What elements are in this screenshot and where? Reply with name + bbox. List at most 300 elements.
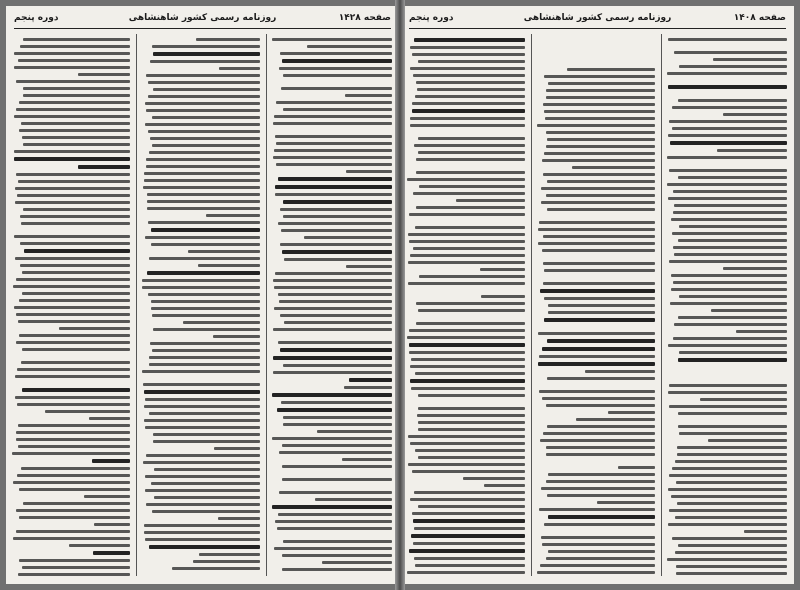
body-text-line <box>410 46 525 49</box>
body-text-line <box>281 87 392 90</box>
body-text-line <box>419 275 525 278</box>
body-text-line <box>273 122 392 125</box>
body-text-line <box>543 103 655 106</box>
body-text-line <box>12 452 130 455</box>
body-text-line <box>547 180 655 183</box>
body-text-line <box>543 235 655 238</box>
body-text-line <box>17 403 130 406</box>
right-page-header <box>409 12 786 29</box>
body-text-line <box>711 309 787 312</box>
body-text-line <box>409 213 525 216</box>
body-text-line <box>142 286 260 289</box>
body-text-line <box>281 401 392 404</box>
body-text-line <box>13 481 130 484</box>
left-page-column-3 <box>272 34 392 578</box>
body-text-line <box>19 299 130 302</box>
heading-text-line <box>272 505 392 509</box>
body-text-line <box>20 242 130 245</box>
body-text-line <box>543 173 655 176</box>
body-text-line <box>480 268 525 271</box>
body-text-line <box>183 321 260 324</box>
body-text-line <box>668 38 787 41</box>
body-text-line <box>23 208 130 211</box>
body-text-line <box>214 447 260 450</box>
body-text-line <box>15 187 130 190</box>
body-text-line <box>674 253 787 256</box>
body-text-line <box>677 453 787 456</box>
body-text-line <box>410 498 525 501</box>
body-text-line <box>678 239 787 242</box>
right-page-column-3 <box>667 34 787 578</box>
body-text-line <box>708 439 787 442</box>
body-text-line <box>16 80 130 83</box>
heading-text-line <box>414 38 525 42</box>
body-text-line <box>673 337 787 340</box>
body-text-line <box>22 292 130 295</box>
right-page-number: صفحه ۱۴۰۸ <box>733 13 786 23</box>
heading-text-line <box>275 185 392 189</box>
body-text-line <box>144 531 260 534</box>
body-text-line <box>481 295 525 298</box>
body-text-line <box>274 115 392 118</box>
body-text-line <box>668 391 787 394</box>
body-text-line <box>94 523 130 526</box>
paragraph-gap <box>407 285 525 291</box>
body-text-line <box>278 341 392 344</box>
body-text-line <box>277 527 392 530</box>
body-text-line <box>723 113 787 116</box>
right-page-column-1 <box>407 34 525 578</box>
body-text-line <box>188 250 260 253</box>
body-text-line <box>547 377 655 380</box>
body-text-line <box>274 149 392 152</box>
body-text-line <box>18 320 130 323</box>
body-text-line <box>418 394 525 397</box>
body-text-line <box>16 530 130 533</box>
body-text-line <box>148 95 260 98</box>
paragraph-gap <box>407 127 525 133</box>
body-text-line <box>542 397 655 400</box>
body-text-line <box>668 134 787 137</box>
body-text-line <box>317 430 392 433</box>
body-text-line <box>417 88 525 91</box>
body-text-line <box>17 194 130 197</box>
body-text-line <box>149 363 260 366</box>
body-text-line <box>149 412 260 415</box>
body-text-line <box>543 262 655 265</box>
body-text-line <box>414 144 525 147</box>
body-text-line <box>149 151 260 154</box>
body-text-line <box>274 547 392 550</box>
body-text-line <box>273 279 392 282</box>
body-text-line <box>408 435 525 438</box>
heading-text-line <box>409 549 525 553</box>
body-text-line <box>538 242 655 245</box>
body-text-line <box>678 99 787 102</box>
paragraph-gap <box>667 41 787 47</box>
body-text-line <box>537 571 655 574</box>
body-text-line <box>148 221 260 224</box>
body-text-line <box>677 502 787 505</box>
body-text-line <box>416 322 525 325</box>
body-text-line <box>407 571 525 574</box>
body-text-line <box>284 321 392 324</box>
body-text-line <box>17 368 130 371</box>
body-text-line <box>413 247 525 250</box>
body-text-line <box>274 307 392 310</box>
body-text-line <box>667 156 787 159</box>
body-text-line <box>14 150 130 153</box>
body-text-line <box>679 65 787 68</box>
body-text-line <box>667 183 787 186</box>
body-text-line <box>413 74 525 77</box>
heading-text-line <box>540 289 655 293</box>
body-text-line <box>153 328 260 331</box>
paragraph-gap <box>272 125 392 131</box>
body-text-line <box>19 488 130 491</box>
body-text-line <box>22 136 130 139</box>
body-text-line <box>678 316 787 319</box>
body-text-line <box>547 138 655 141</box>
body-text-line <box>669 405 787 408</box>
body-text-line <box>16 108 130 111</box>
body-text-line <box>78 73 130 76</box>
body-text-line <box>196 38 260 41</box>
body-text-line <box>23 143 130 146</box>
body-text-line <box>45 410 130 413</box>
body-text-line <box>19 101 130 104</box>
body-text-line <box>315 498 392 501</box>
body-text-line <box>723 267 787 270</box>
heading-text-line <box>278 177 392 181</box>
body-text-line <box>272 38 392 41</box>
body-text-line <box>273 328 392 331</box>
body-text-line <box>417 414 525 417</box>
body-text-line <box>150 60 260 63</box>
body-text-line <box>152 510 260 513</box>
body-text-line <box>414 527 525 530</box>
paragraph-gap <box>667 415 787 421</box>
body-text-line <box>148 130 260 133</box>
body-text-line <box>344 386 392 389</box>
body-text-line <box>59 327 130 330</box>
body-text-line <box>14 66 130 69</box>
heading-text-line <box>149 545 260 549</box>
body-text-line <box>273 156 392 159</box>
body-text-line <box>585 370 655 373</box>
right-page-column-2 <box>537 34 655 578</box>
body-text-line <box>419 185 525 188</box>
body-text-line <box>144 419 260 422</box>
body-text-line <box>410 442 525 445</box>
body-text-line <box>218 517 260 520</box>
paragraph-gap <box>272 468 392 474</box>
body-text-line <box>283 108 392 111</box>
left-page-column-2 <box>142 34 260 578</box>
body-text-line <box>20 45 130 48</box>
body-text-line <box>408 261 525 264</box>
body-text-line <box>69 544 130 547</box>
heading-text-line <box>92 459 130 463</box>
body-text-line <box>544 152 655 155</box>
body-text-line <box>408 233 525 236</box>
body-text-line <box>22 566 130 569</box>
body-text-line <box>342 458 392 461</box>
body-text-line <box>744 530 787 533</box>
body-text-line <box>307 45 392 48</box>
left-page-column-divider-2 <box>266 34 267 576</box>
body-text-line <box>548 550 655 553</box>
body-text-line <box>671 495 787 498</box>
body-text-line <box>736 330 787 333</box>
body-text-line <box>539 390 655 393</box>
body-text-line <box>412 512 525 515</box>
body-text-line <box>142 279 260 282</box>
body-text-line <box>673 190 787 193</box>
body-text-line <box>671 274 787 277</box>
body-text-line <box>282 568 392 571</box>
body-text-line <box>545 117 655 120</box>
body-text-line <box>540 439 655 442</box>
body-text-line <box>275 193 392 196</box>
paragraph-gap <box>12 351 130 357</box>
body-text-line <box>284 258 392 261</box>
body-text-line <box>672 537 787 540</box>
body-text-line <box>671 218 787 221</box>
paragraph-gap <box>272 481 392 487</box>
body-text-line <box>413 542 525 545</box>
body-text-line <box>567 68 655 71</box>
left-page-column-divider-1 <box>136 34 137 576</box>
paragraph-gap <box>272 77 392 83</box>
body-text-line <box>416 158 525 161</box>
body-text-line <box>21 467 130 470</box>
body-text-line <box>678 544 787 547</box>
heading-text-line <box>542 347 655 351</box>
body-text-line <box>408 463 525 466</box>
paragraph-gap <box>667 75 787 81</box>
body-text-line <box>23 502 130 505</box>
body-text-line <box>14 306 130 309</box>
paragraph-gap <box>537 58 655 64</box>
heading-text-line <box>282 250 392 254</box>
body-text-line <box>546 89 655 92</box>
body-text-line <box>541 187 655 190</box>
body-text-line <box>407 178 525 181</box>
body-text-line <box>150 342 260 345</box>
body-text-line <box>17 474 130 477</box>
body-text-line <box>410 67 525 70</box>
body-text-line <box>147 207 260 210</box>
heading-text-line <box>412 109 525 113</box>
body-text-line <box>672 232 787 235</box>
body-text-line <box>152 144 260 147</box>
body-text-line <box>146 158 260 161</box>
body-text-line <box>539 508 655 511</box>
body-text-line <box>145 489 260 492</box>
heading-text-line <box>277 408 392 412</box>
body-text-line <box>618 466 655 469</box>
book-gutter <box>395 0 405 590</box>
body-text-line <box>278 513 392 516</box>
body-text-line <box>273 371 392 374</box>
body-text-line <box>416 206 525 209</box>
body-text-line <box>668 197 787 200</box>
heading-text-line <box>283 200 392 204</box>
body-text-line <box>667 72 787 75</box>
body-text-line <box>154 496 260 499</box>
body-text-line <box>18 180 130 183</box>
body-text-line <box>675 460 787 463</box>
body-text-line <box>541 487 655 490</box>
body-text-line <box>418 505 525 508</box>
body-text-line <box>537 124 655 127</box>
body-text-line <box>669 169 787 172</box>
heading-text-line <box>668 85 787 89</box>
body-text-line <box>669 120 787 123</box>
left-page <box>6 6 399 584</box>
body-text-line <box>152 349 260 352</box>
body-text-line <box>541 536 655 539</box>
body-text-line <box>672 106 787 109</box>
paragraph-gap <box>407 312 525 318</box>
body-text-line <box>576 418 655 421</box>
left-page-issue: دوره پنجم <box>14 13 59 23</box>
body-text-line <box>678 412 787 415</box>
body-text-line <box>346 265 392 268</box>
body-text-line <box>153 440 260 443</box>
body-text-line <box>304 236 392 239</box>
body-text-line <box>145 426 260 429</box>
body-text-line <box>283 215 392 218</box>
heading-text-line <box>413 519 525 523</box>
body-text-line <box>151 307 260 310</box>
body-text-line <box>280 208 392 211</box>
body-text-line <box>540 564 655 567</box>
body-text-line <box>14 235 130 238</box>
body-text-line <box>151 300 260 303</box>
body-text-line <box>282 478 392 481</box>
body-text-line <box>408 282 525 285</box>
body-text-line <box>538 228 655 231</box>
body-text-line <box>16 509 130 512</box>
body-text-line <box>146 165 260 168</box>
body-text-line <box>283 540 392 543</box>
body-text-line <box>145 123 260 126</box>
paragraph-gap <box>272 331 392 337</box>
body-text-line <box>412 470 525 473</box>
body-text-line <box>572 166 655 169</box>
body-text-line <box>415 95 525 98</box>
right-page-column-divider-1 <box>531 34 532 576</box>
paragraph-gap <box>667 89 787 95</box>
body-text-line <box>539 355 655 358</box>
body-text-line <box>679 225 787 228</box>
paragraph-gap <box>537 211 655 217</box>
body-text-line <box>409 329 525 332</box>
body-text-line <box>418 421 525 424</box>
body-text-line <box>143 383 260 386</box>
body-text-line <box>14 115 130 118</box>
body-text-line <box>676 481 787 484</box>
body-text-line <box>463 477 525 480</box>
body-text-line <box>19 559 130 562</box>
body-text-line <box>544 523 655 526</box>
heading-text-line <box>410 379 525 383</box>
body-text-line <box>322 561 392 564</box>
body-text-line <box>700 398 787 401</box>
paragraph-gap <box>12 378 130 384</box>
body-text-line <box>674 51 787 54</box>
body-text-line <box>415 449 525 452</box>
body-text-line <box>669 384 787 387</box>
body-text-line <box>149 356 260 359</box>
body-text-line <box>84 495 130 498</box>
body-text-line <box>276 142 392 145</box>
body-text-line <box>546 453 655 456</box>
body-text-line <box>410 254 525 257</box>
body-text-line <box>416 81 525 84</box>
body-text-line <box>538 332 655 335</box>
heading-text-line <box>411 534 525 538</box>
body-text-line <box>283 416 392 419</box>
heading-text-line <box>78 165 130 169</box>
body-text-line <box>418 151 525 154</box>
body-text-line <box>412 102 525 105</box>
body-text-line <box>152 314 260 317</box>
body-text-line <box>678 176 787 179</box>
body-text-line <box>675 516 787 519</box>
body-text-line <box>539 221 655 224</box>
body-text-line <box>145 236 260 239</box>
body-text-line <box>20 215 130 218</box>
body-text-line <box>673 246 787 249</box>
body-text-line <box>272 437 392 440</box>
body-text-line <box>19 516 130 519</box>
body-text-line <box>608 411 655 414</box>
heading-text-line <box>147 271 260 275</box>
body-text-line <box>548 82 655 85</box>
body-text-line <box>546 131 655 134</box>
heading-text-line <box>349 378 392 382</box>
heading-text-line <box>144 390 260 394</box>
body-text-line <box>154 468 260 471</box>
paragraph-gap <box>537 272 655 278</box>
body-text-line <box>18 424 130 427</box>
body-text-line <box>410 365 525 368</box>
body-text-line <box>280 243 392 246</box>
body-text-line <box>142 370 260 373</box>
body-text-line <box>206 214 260 217</box>
body-text-line <box>281 229 392 232</box>
heading-text-line <box>280 348 392 352</box>
right-page-issue: دوره پنجم <box>409 13 454 23</box>
body-text-line <box>153 433 260 436</box>
body-text-line <box>146 454 260 457</box>
body-text-line <box>16 278 130 281</box>
body-text-line <box>145 398 260 401</box>
body-text-line <box>172 567 260 570</box>
body-text-line <box>679 432 787 435</box>
body-text-line <box>22 348 130 351</box>
body-text-line <box>15 201 130 204</box>
heading-text-line <box>538 362 655 366</box>
paragraph-gap <box>272 530 392 536</box>
body-text-line <box>547 208 655 211</box>
body-text-line <box>674 204 787 207</box>
body-text-line <box>669 509 787 512</box>
body-text-line <box>21 222 130 225</box>
